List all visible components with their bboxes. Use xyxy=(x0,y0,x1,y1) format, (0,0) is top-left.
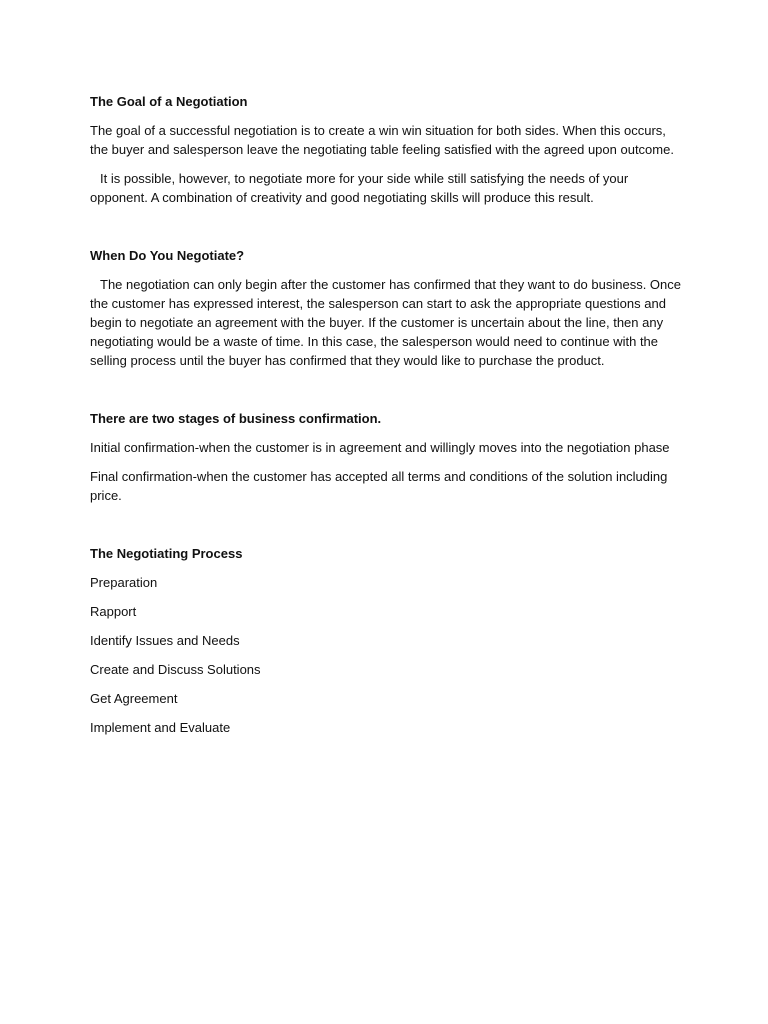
list-item: Rapport xyxy=(90,604,137,619)
list-item: Preparation xyxy=(90,575,158,590)
list-item: Create and Discuss Solutions xyxy=(90,662,261,677)
section-spacer xyxy=(90,515,682,544)
section-when xyxy=(90,246,682,370)
paragraph: The negotiation can only begin after the customer has confirmed that they want to do business. Once the customer has expressed interest, the salesperson can start to ask the appropriate questions and begin to negotiate an agreement with the buyer. If the customer is uncertain about the line, then any negotiating would be a waste of time. In this case, the salesperson would need to continue with the selling process until the buyer has confirmed that they would like to purchase the product. xyxy=(90,277,682,368)
paragraph: It is possible, however, to negotiate more for your side while still satisfying the needs of your opponent. A combination of creativity and good negotiating skills will produce this result. xyxy=(90,171,629,205)
section-stages xyxy=(90,409,682,505)
list-item: Get Agreement xyxy=(90,691,178,706)
paragraph: Final confirmation-when the customer has accepted all terms and conditions of the solution including price. xyxy=(90,469,668,503)
section-heading: When Do You Negotiate? xyxy=(90,248,245,263)
paragraph: The goal of a successful negotiation is to create a win win situation for both sides. When this occurs, the buyer and salesperson leave the negotiating table feeling satisfied with the agreed upon outcome. xyxy=(90,123,674,157)
section-heading: There are two stages of business confirmation. xyxy=(90,411,382,426)
section-spacer xyxy=(90,380,682,409)
list-item: Identify Issues and Needs xyxy=(90,633,240,648)
document-page xyxy=(90,92,682,747)
list-item: Implement and Evaluate xyxy=(90,720,231,735)
section-spacer xyxy=(90,217,682,246)
section-heading: The Goal of a Negotiation xyxy=(90,94,248,109)
section-heading: The Negotiating Process xyxy=(90,546,243,561)
section-process xyxy=(90,544,682,737)
paragraph: Initial confirmation-when the customer is in agreement and willingly moves into the negotiation phase xyxy=(90,440,670,455)
section-goal xyxy=(90,92,682,207)
